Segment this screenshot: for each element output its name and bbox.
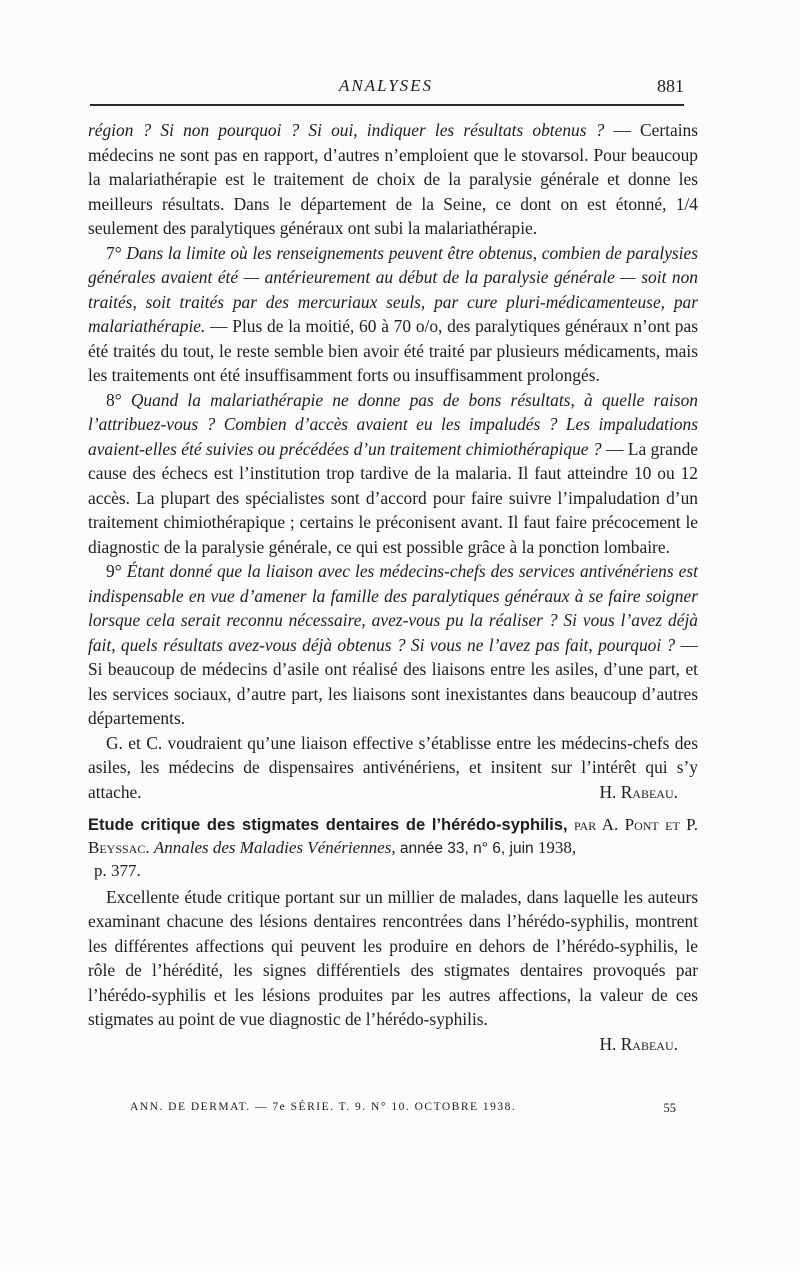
- answer-text: — La grande cause des échecs est l’institution trop tardive de la malaria. Il faut atteindre 10 ou 12 accès. La plupart des spécialistes sont d’accord pour faire suivre l’impaludation d’un traitement chimiothérapique ; certains le préconisent avant. Il faut faire précocement le diagnostic de la paralysie générale, ce qui est possible grâce à la ponction lombaire.: [88, 438, 698, 557]
- page-header: [88, 74, 684, 100]
- conclusion-text: G. et C. voudraient qu’une liaison effective s’établisse entre les médecins-chefs des asiles, les médecins de dispensaires antivénériens, et insitent sur l’intérêt qui s’y attache.: [88, 732, 698, 802]
- page-number: 881: [657, 76, 684, 96]
- answer-text: — Si beaucoup de médecins d’asile ont réalisé des liaisons entre les asiles, d’une part, et les services sociaux, d’autre part, les liaisons sont inexistantes dans beaucoup d’autres départements.: [88, 634, 698, 728]
- question-text: Quand la malariathérapie ne donne pas de bons résultats, à quelle raison l’attribuez-vous ? Combien d’accès avaient eu les impaludés ? Les impaludations avaient-elles été suivies ou précédées d’un traitement chimiothérapique ?: [88, 389, 698, 459]
- article-summary: [88, 885, 698, 1032]
- question-text: région ? Si non pourquoi ? Si oui, indiquer les résultats obtenus ?: [88, 120, 605, 140]
- signature: H. Rabeau.: [599, 781, 678, 802]
- signature: H. Rabeau.: [599, 1033, 678, 1054]
- question-7: [88, 241, 698, 388]
- article-authors: par A. Pont et P. Beyssac.: [88, 815, 698, 857]
- page-footer: [130, 1101, 676, 1113]
- running-title: ANALYSES: [338, 76, 434, 95]
- journal-name: Annales des Maladies Vénériennes,: [153, 837, 396, 857]
- question-number: 8°: [106, 389, 122, 410]
- journal-volume: année 33, n° 6, juin: [395, 839, 534, 857]
- question-text: Étant donné que la liaison avec les médecins-chefs des services antivénériens est indispensable en vue d’amener la famille des paralytiques généraux à se faire soigner lorsque cela serait reconnu nécessaire, avez-vous pu la réaliser ? Si vous l’avez déjà fait, quels résultats avez-vous déjà obtenus ? Si vous ne l’avez pas fait, pourquoi ?: [88, 561, 698, 655]
- article-title: Etude critique des stigmates dentaires de l’hérédo-syphilis,: [88, 816, 568, 834]
- question-9: [88, 559, 698, 731]
- question-8: [88, 388, 698, 560]
- journal-year: 1938,: [537, 837, 577, 857]
- header-rule: [90, 104, 684, 106]
- page-body: [88, 118, 698, 1056]
- article-heading: [88, 814, 698, 883]
- footer-citation: ANN. DE DERMAT. — 7e SÉRIE. T. 9. N° 10. OCTOBRE 1938.: [130, 1101, 517, 1113]
- question-number: 9°: [106, 561, 122, 581]
- question-text: Dans la limite où les renseignements peuvent être obtenus, combien de paralysies générales avaient été — antérieurement au début de la paralysie générale — soit non traités, soit traités par des mercuriaux seuls, par cure pluri-médicamenteuse, par malariathérapie.: [88, 242, 698, 336]
- footer-page-number: 55: [663, 1101, 676, 1115]
- answer-text: — Certains médecins ne sont pas en rapport, d’autres n’emploient que le stovarsol. Pour beaucoup la malariathérapie est le traitement de choix de la paralysie générale et donne les meilleurs résultats. Dans le département de la Seine, ce dont on est étonné, 1/4 seulement des paralytiques généraux ont subi la malariathérapie.: [88, 120, 698, 238]
- journal-pages: p. 377.: [94, 861, 141, 880]
- question-6-continuation: [88, 118, 698, 241]
- summary-text: Excellente étude critique portant sur un millier de malades, dans laquelle les auteurs examinant chacune des lésions dentaires rencontrées dans l’hérédo-syphilis, montrent les différentes affections qui peuvent les produire en dehors de l’hérédo-syphilis, le rôle de l’hérédité, les signes différentiels des stigmates dentaires provoqués par l’hérédo-syphilis et les lésions produites par les autres affections, la valeur de ces stigmates au point de vue diagnostic de l’hérédo-syphilis.: [88, 886, 698, 1029]
- answer-text: — Plus de la moitié, 60 à 70 o/o, des paralytiques généraux n’ont pas été traités du tout, le reste semble bien avoir été traité par plusieurs médicaments, mais les traitements ont été insuffisamment forts ou insuffisamment prolongés.: [88, 316, 698, 385]
- question-number: 7°: [106, 242, 122, 263]
